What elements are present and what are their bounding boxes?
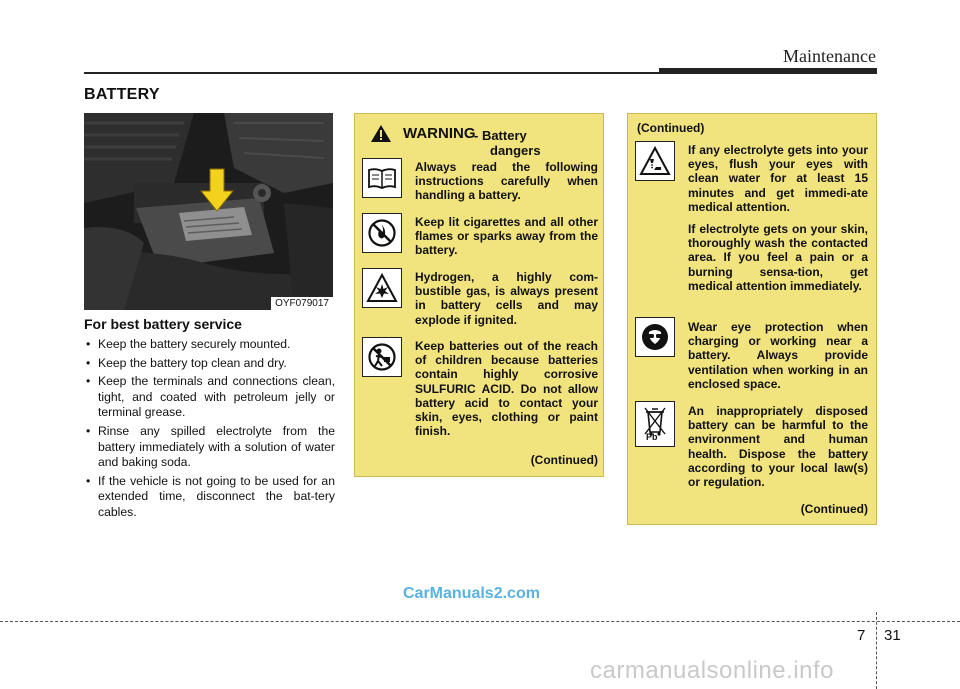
header-rule-thick (659, 68, 877, 74)
eye-protection-icon (635, 317, 675, 357)
service-tip: • Keep the battery securely mounted. (84, 337, 335, 353)
engine-bay-illustration (84, 113, 333, 310)
disposal-bin-icon (635, 401, 675, 447)
photo-code-label: OYF079017 (271, 297, 333, 310)
warning-item-text: Keep batteries out of the reach of children because batteries contain highly corrosive SULFURIC ACID. Do not allow battery acid to contact your skin, eyes, clothing or paint finish. (415, 339, 598, 439)
disposal-pb-label: Pb (646, 432, 658, 442)
eye-protection-text: Wear eye protection when charging or working near a battery. Always provide ventilation when working in an enclosed space. (688, 320, 868, 391)
continued-label: (Continued) (637, 121, 705, 135)
service-tip: • Keep the terminals and connections clean, tight, and coated with petroleum jelly or terminal grease. (84, 374, 335, 421)
warning-subtitle-line2: dangers (490, 143, 541, 158)
watermark-carmanuals2[interactable]: CarManuals2.com (403, 585, 540, 602)
header-rule-thin (84, 72, 659, 74)
continued-box-continued: (Continued) (800, 502, 868, 516)
battery-photo (84, 113, 333, 310)
disposal-text: An inappropriately disposed battery can be harmful to the environment and human health. Dispose the battery according to your local law(s) or regulation. (688, 404, 868, 490)
warning-item-text: Keep lit cigarettes and all other flames or sparks away from the battery. (415, 215, 598, 258)
keep-from-children-icon (362, 337, 402, 377)
warning-triangle-icon (370, 124, 392, 143)
footer-dashed-divider (876, 612, 877, 689)
acid-eyes-text: If any electrolyte gets into your eyes, flush your eyes with clean water for at least 15 minutes and get immedi-ate medical attention. (688, 143, 868, 214)
service-heading: For best battery service (84, 316, 242, 332)
manual-book-icon (362, 158, 402, 198)
section-title: BATTERY (84, 86, 160, 103)
explosion-icon (362, 268, 402, 308)
warning-item-text: Always read the following instructions carefully when handling a battery. (415, 160, 598, 203)
footer-dashed-rule (0, 621, 960, 622)
running-header-section: Maintenance (783, 46, 876, 66)
warning-continued: (Continued) (530, 453, 598, 467)
warning-item-text: Hydrogen, a highly com-bustible gas, is always present in battery cells and may explode if ignited. (415, 270, 598, 327)
watermark-carmanualsonline: carmanualsonline.info (590, 657, 834, 684)
service-tip: • Keep the battery top clean and dry. (84, 356, 335, 372)
acid-burn-icon (635, 141, 675, 181)
page-number: 31 (884, 627, 901, 644)
acid-skin-text: If electrolyte gets on your skin, thoroughly wash the contacted area. If you feel a pain or a burning sensa-tion, get medical attention immediately. (688, 222, 868, 293)
warning-subtitle: - Battery (474, 128, 527, 143)
service-tip: • If the vehicle is not going to be used for an extended time, disconnect the bat-tery cables. (84, 474, 335, 521)
no-flame-icon (362, 213, 402, 253)
chapter-number: 7 (857, 627, 866, 644)
service-tip: • Rinse any spilled electrolyte from the battery immediately with a solution of water and baking soda. (84, 424, 335, 471)
service-tips-list (84, 337, 335, 524)
warning-word: WARNING (403, 125, 476, 142)
